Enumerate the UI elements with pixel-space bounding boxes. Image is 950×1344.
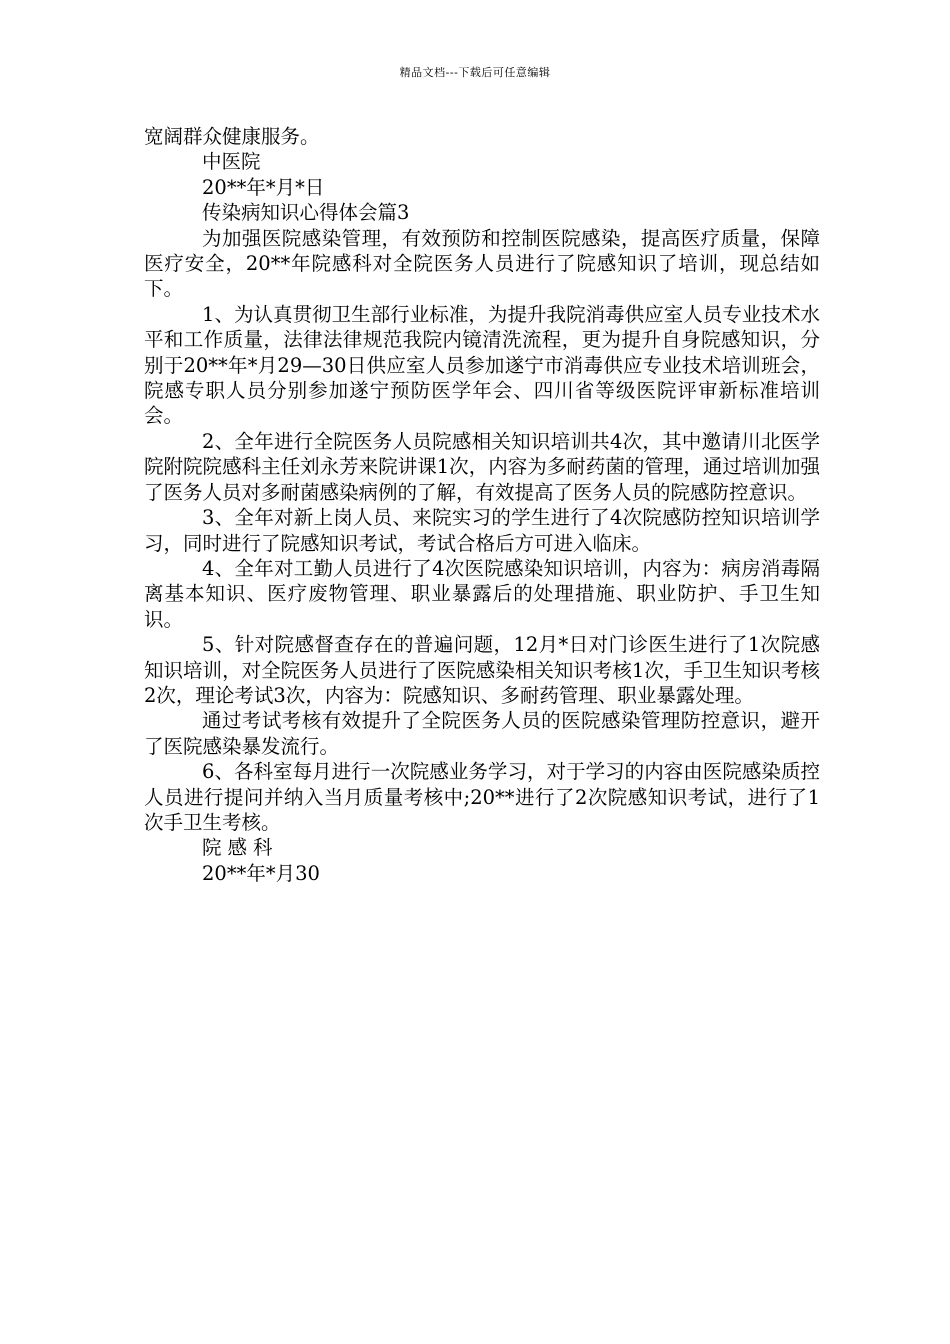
section-title: 传染病知识心得体会篇3 [202, 201, 410, 225]
opening-line: 宽阔群众健康服务。 [144, 125, 320, 148]
paragraph-item-1: 1、为认真贯彻卫生部行业标准，为提升我院消毒供应室人员专业技术水平和工作质量，法律法律规范我院内镜清洗流程，更为提升自身院感知识，分别于20**年*月29—30日供应室人员参加遂宁市消毒供应专业技术培训班会，院感专职人员分别参加遂宁预防医学年会、四川省等级医院评审新标准培训会。 [144, 302, 820, 428]
signature-date: 20**年*月*日 [202, 175, 325, 199]
intro-paragraph: 为加强医院感染管理，有效预防和控制医院感染，提高医疗质量，保障医疗安全，20**年院感科对全院医务人员进行了院感知识了培训，现总结如下。 [144, 226, 820, 301]
paragraph-item-5: 5、针对院感督查存在的普遍问题，12月*日对门诊医生进行了1次院感知识培训，对全院医务人员进行了医院感染相关知识考核1次，手卫生知识考核2次，理论考试3次，内容为：院感知识、多耐药管理、职业暴露处理。 [144, 633, 820, 707]
paragraph-item-6: 6、各科室每月进行一次院感业务学习，对于学习的内容由医院感染质控人员进行提问并纳入当月质量考核中;20**进行了2次院感知识考试，进行了1次手卫生考核。 [144, 760, 820, 834]
paragraph-item-4: 4、全年对工勤人员进行了4次医院感染知识培训，内容为：病房消毒隔离基本知识、医疗废物管理、职业暴露后的处理措施、职业防护、手卫生知识。 [144, 556, 820, 631]
paragraph-item-2: 2、全年进行全院医务人员院感相关知识培训共4次，其中邀请川北医学院附院院感科主任刘永芳来院讲课1次，内容为多耐药菌的管理，通过培训加强了医务人员对多耐菌感染病例的了解，有效提高了医务人员的院感防控意识。 [144, 429, 820, 504]
summary-paragraph: 通过考试考核有效提升了全院医务人员的医院感染管理防控意识，避开了医院感染暴发流行。 [144, 709, 820, 758]
document-body [144, 124, 820, 886]
signature-department: 院感科 [202, 836, 279, 860]
signature-organization: 中医院 [202, 150, 261, 174]
paragraph-item-3: 3、全年对新上岗人员、来院实习的学生进行了4次院感防控知识培训学习，同时进行了院感知识考试，考试合格后方可进入临床。 [144, 506, 820, 555]
closing-date: 20**年*月30 [202, 861, 320, 885]
page-header: 精品文档---下载后可任意编辑 [399, 66, 551, 79]
